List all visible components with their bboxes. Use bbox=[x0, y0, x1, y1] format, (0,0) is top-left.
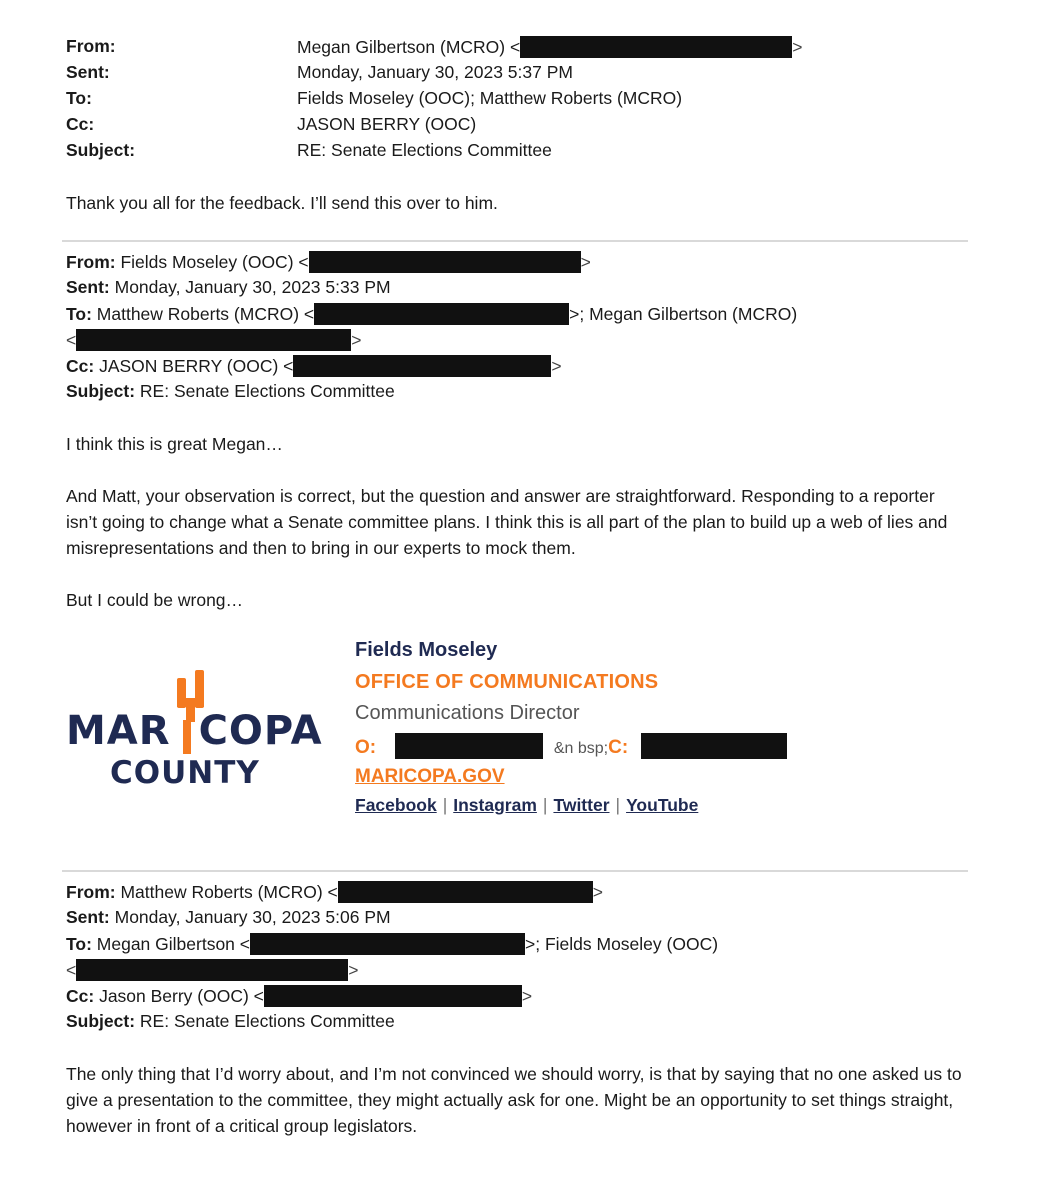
angle-close: > bbox=[792, 37, 803, 57]
email2-body-1: I think this is great Megan… bbox=[66, 434, 283, 454]
email3-subject-line bbox=[66, 1011, 395, 1032]
email3-cc-value: Jason Berry (OOC) < bbox=[94, 986, 264, 1006]
email1-from-value bbox=[297, 36, 802, 58]
email2-sent-value: Monday, January 30, 2023 5:33 PM bbox=[109, 277, 391, 297]
redaction-box bbox=[314, 303, 569, 325]
email1-body: Thank you all for the feedback. I’ll send this over to him. bbox=[66, 193, 498, 213]
facebook-link[interactable]: Facebook bbox=[355, 795, 437, 815]
redaction-box bbox=[76, 329, 351, 351]
email3-to-label: To: bbox=[66, 934, 92, 954]
redaction-box bbox=[264, 985, 522, 1007]
email3-subject-value: RE: Senate Elections Committee bbox=[135, 1011, 395, 1031]
angle-close: > bbox=[592, 882, 604, 902]
cell-phone-label: C: bbox=[608, 737, 629, 758]
angle-open: < bbox=[66, 960, 77, 980]
email2-cc-label: Cc: bbox=[66, 356, 95, 376]
email3-from-label: From: bbox=[66, 882, 116, 902]
email1-sent-label: Sent: bbox=[66, 62, 110, 82]
email1-to-value: Fields Moseley (OOC); Matthew Roberts (MCRO) bbox=[297, 88, 683, 108]
angle-close: > bbox=[580, 252, 591, 272]
email2-subject-value: RE: Senate Elections Committee bbox=[135, 381, 395, 401]
email3-to-line bbox=[66, 933, 718, 955]
separator: | bbox=[442, 795, 448, 815]
email2-subject-label: Subject: bbox=[66, 381, 136, 401]
angle-open: < bbox=[66, 330, 77, 350]
instagram-link[interactable]: Instagram bbox=[453, 795, 537, 815]
signature-title: Communications Director bbox=[355, 702, 580, 724]
separator: | bbox=[615, 795, 621, 815]
email2-to-value: Matthew Roberts (MCRO) < bbox=[91, 304, 315, 324]
divider bbox=[62, 240, 968, 242]
maricopa-county-logo bbox=[66, 660, 336, 795]
email1-from-label: From: bbox=[66, 36, 116, 56]
email3-from-value: Matthew Roberts (MCRO) < bbox=[115, 882, 338, 902]
nbsp-artifact: &n bsp; bbox=[553, 740, 609, 757]
email1-subject-value: RE: Senate Elections Committee bbox=[297, 140, 552, 160]
signature-office: OFFICE OF COMMUNICATIONS bbox=[355, 671, 659, 693]
angle-close: > bbox=[521, 986, 533, 1006]
maricopa-gov-link[interactable]: MARICOPA.GOV bbox=[355, 766, 505, 787]
twitter-link[interactable]: Twitter bbox=[553, 795, 610, 815]
logo-copa: COPA bbox=[198, 708, 323, 754]
email2-sent-line bbox=[66, 277, 391, 298]
email3-sent-line bbox=[66, 907, 391, 928]
redaction-box bbox=[641, 733, 787, 759]
email2-subject-line bbox=[66, 381, 395, 402]
email1-subject-label: Subject: bbox=[66, 140, 136, 160]
logo-line-1 bbox=[66, 708, 323, 754]
email3-cc-line bbox=[66, 985, 532, 1007]
email1-from-name: Megan Gilbertson (MCRO) < bbox=[297, 37, 521, 57]
email3-to-line-2 bbox=[66, 959, 358, 981]
angle-close: > bbox=[348, 960, 359, 980]
email1-to-label: To: bbox=[66, 88, 92, 108]
email2-cc-line bbox=[66, 355, 562, 377]
angle-close: > bbox=[351, 330, 362, 350]
email3-to-value-2: >; Fields Moseley (OOC) bbox=[525, 934, 719, 954]
email2-to-value-2: >; Megan Gilbertson (MCRO) bbox=[569, 304, 798, 324]
redaction-box bbox=[338, 881, 593, 903]
office-phone-label: O: bbox=[355, 737, 377, 758]
email3-body: The only thing that I’d worry about, and I’m not convinced we should worry, is that by saying that no one asked us to give a presentation to the committee, they might actually ask for one. Might be an opportunity to set things straight, however in front of a critical group legislators. bbox=[66, 1064, 962, 1136]
redaction-box bbox=[520, 36, 792, 58]
email2-to-line-2 bbox=[66, 329, 361, 351]
separator: | bbox=[542, 795, 548, 815]
email2-sent-label: Sent: bbox=[66, 277, 110, 297]
divider bbox=[62, 870, 968, 872]
email2-body-2: And Matt, your observation is correct, but the question and answer are straightforward. Responding to a reporter isn’t going to change what a Senate committee plans. I think this is all part of the plan to build up a web of lies and misrepresentations and then to bring in our experts to mock them. bbox=[66, 486, 948, 558]
redaction-box bbox=[293, 355, 551, 377]
logo-mar: MAR bbox=[66, 708, 171, 754]
email2-body-3: But I could be wrong… bbox=[66, 590, 244, 610]
redaction-box bbox=[395, 733, 543, 759]
email3-sent-value: Monday, January 30, 2023 5:06 PM bbox=[109, 907, 391, 927]
email1-sent-value: Monday, January 30, 2023 5:37 PM bbox=[297, 62, 573, 82]
email3-sent-label: Sent: bbox=[66, 907, 110, 927]
email3-from-line bbox=[66, 881, 603, 903]
email2-to-line bbox=[66, 303, 797, 325]
email2-from-label: From: bbox=[66, 252, 116, 272]
logo-line-2: COUNTY bbox=[110, 755, 260, 791]
redaction-box bbox=[309, 251, 581, 273]
email1-cc-label: Cc: bbox=[66, 114, 95, 134]
email2-from-line bbox=[66, 251, 591, 273]
angle-close: > bbox=[551, 356, 562, 376]
logo-i-bar bbox=[183, 720, 191, 754]
redaction-box bbox=[250, 933, 525, 955]
signature-name: Fields Moseley bbox=[355, 639, 498, 661]
email2-to-label: To: bbox=[66, 304, 92, 324]
email3-subject-label: Subject: bbox=[66, 1011, 136, 1031]
email2-cc-value: JASON BERRY (OOC) < bbox=[94, 356, 294, 376]
redaction-box bbox=[76, 959, 348, 981]
youtube-link[interactable]: YouTube bbox=[626, 795, 699, 815]
email3-cc-label: Cc: bbox=[66, 986, 95, 1006]
email3-to-value: Megan Gilbertson < bbox=[91, 934, 250, 954]
signature-phone-line bbox=[355, 733, 787, 759]
email2-from-value: Fields Moseley (OOC) < bbox=[115, 252, 309, 272]
social-links bbox=[355, 795, 698, 816]
email1-cc-value: JASON BERRY (OOC) bbox=[297, 114, 477, 134]
